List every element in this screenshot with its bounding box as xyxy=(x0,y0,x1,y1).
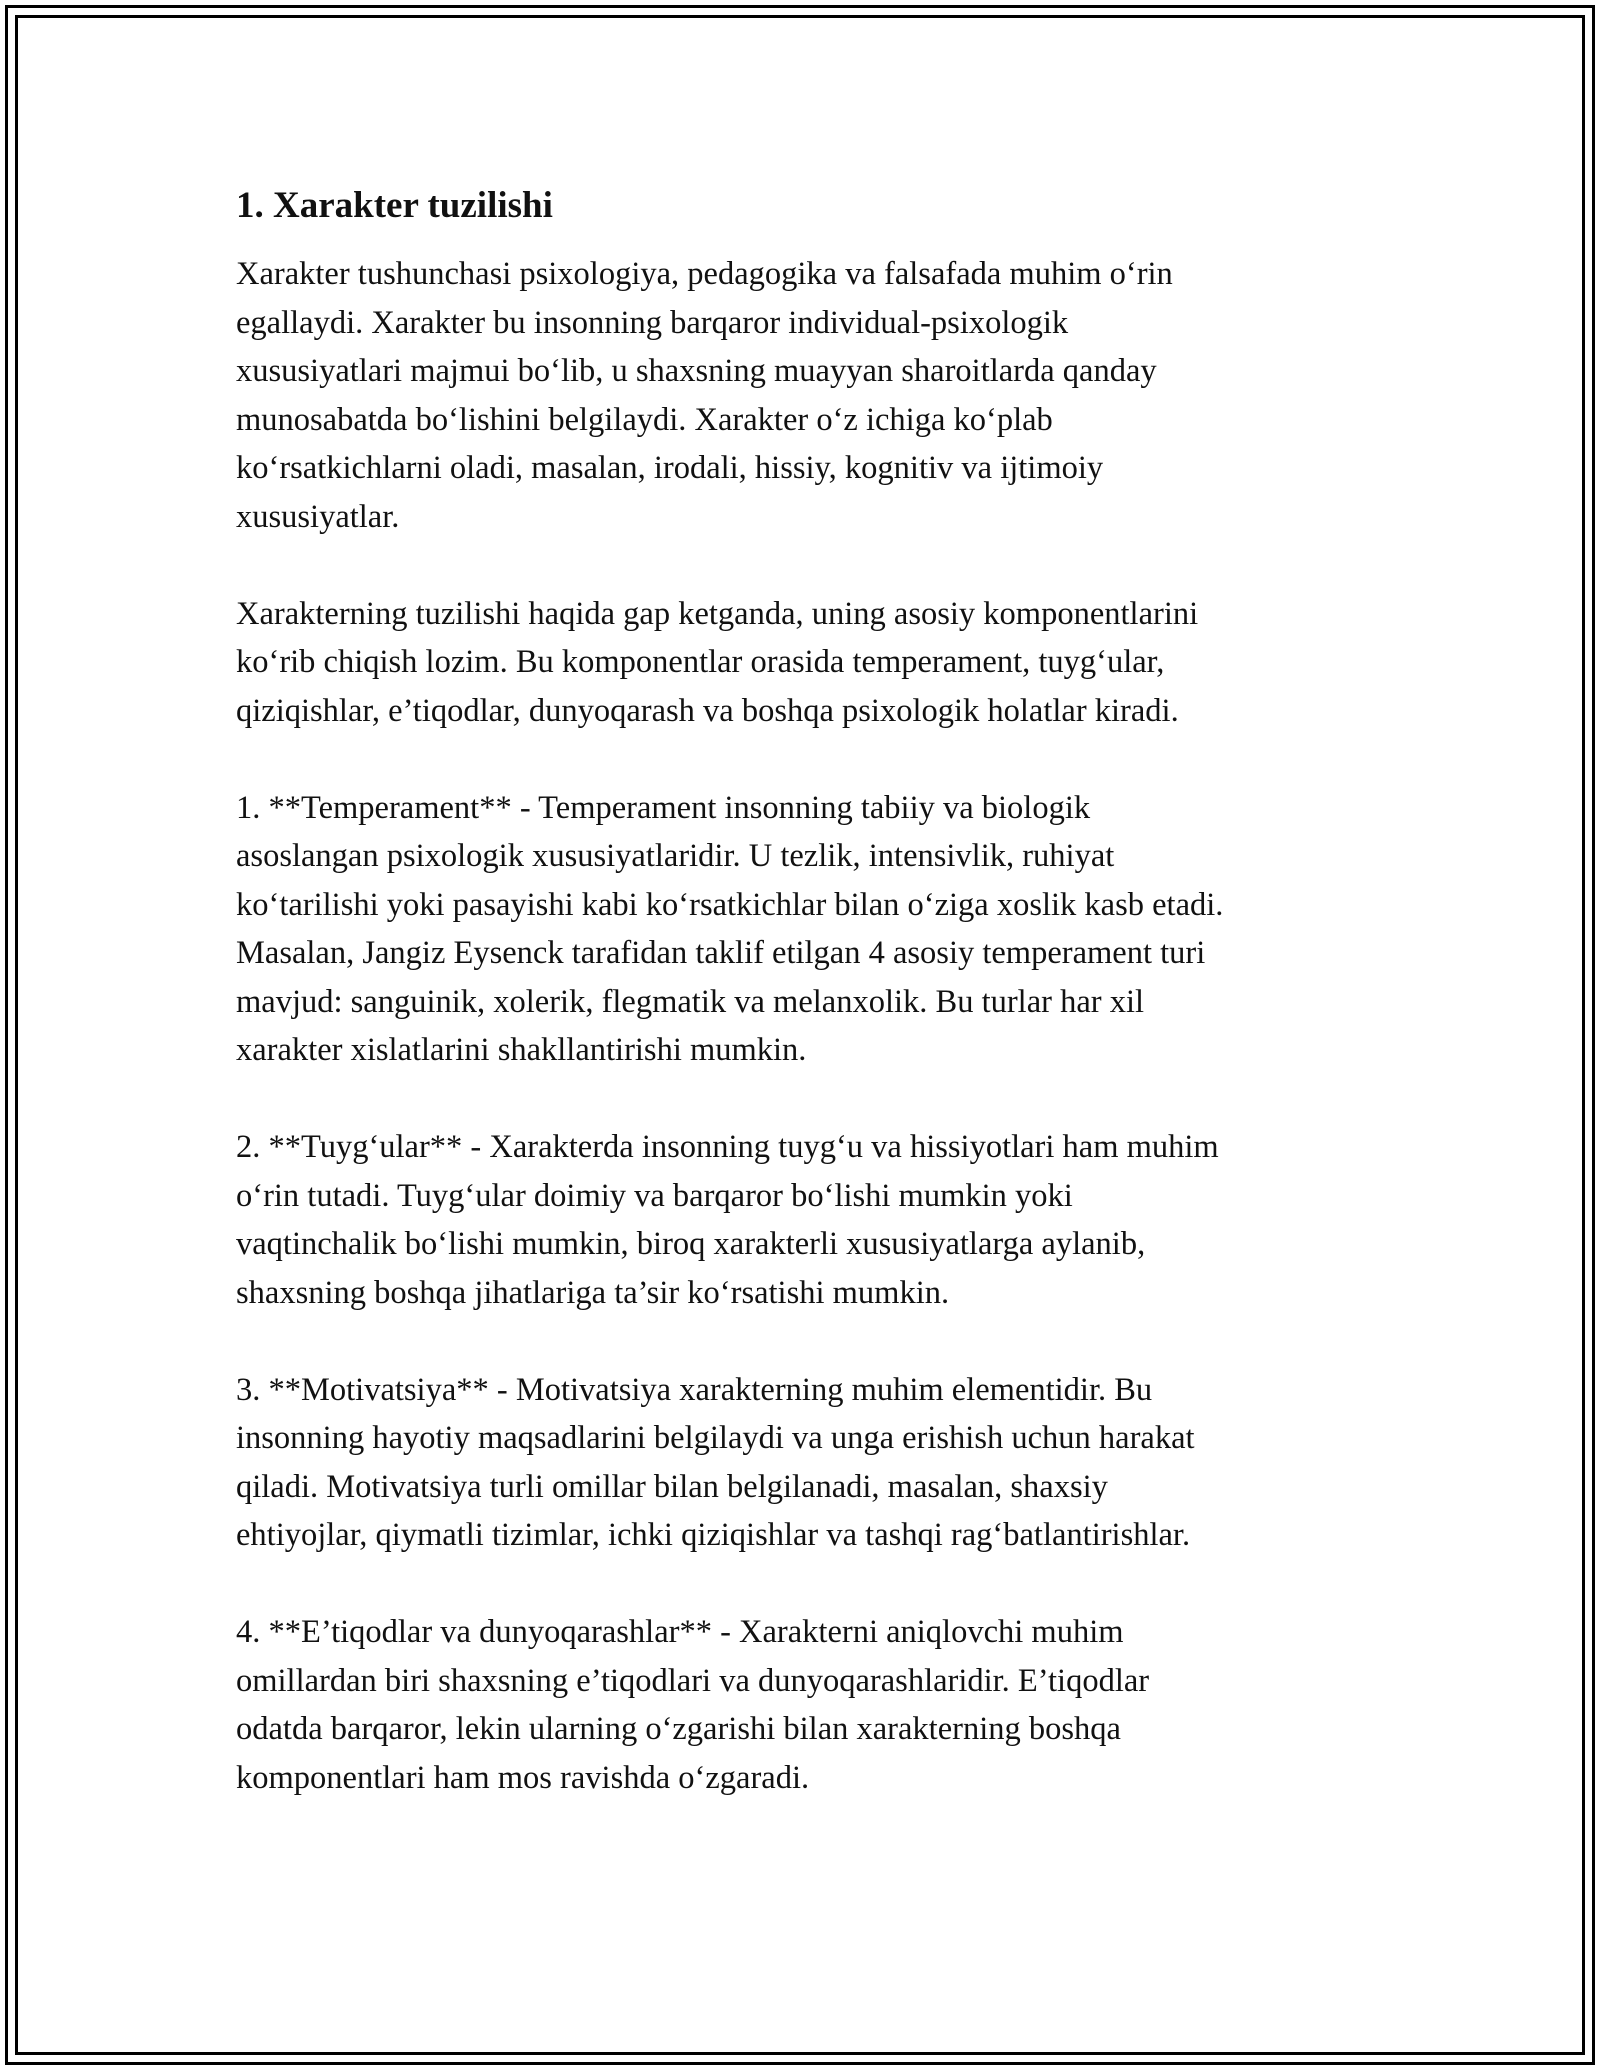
paragraph-feelings: 2. **Tuyg‘ular** - Xarakterda insonning tuyg‘u va hissiyotlari ham muhim o‘rin tutadi. Tuyg‘ular doimiy va barqaror bo‘lishi mumkin yoki vaqtinchalik bo‘lishi mumkin, biroq xarakterli xususiyatlarga aylanib, shaxsning boshqa jihatlariga ta’sir ko‘rsatishi mumkin. xyxy=(236,1129,1219,1311)
document-body xyxy=(236,182,1376,1851)
paragraph-structure: Xarakterning tuzilishi haqida gap ketganda, uning asosiy komponentlarini ko‘rib chiqish lozim. Bu komponentlar orasida temperament, tuyg‘ular, qiziqishlar, e’tiqodlar, dunyoqarash va boshqa psixologik holatlar kiradi. xyxy=(236,595,1199,729)
paragraph-motivation: 3. **Motivatsiya** - Motivatsiya xarakterning muhim elementidir. Bu insonning hayotiy maqsadlarini belgilaydi va unga erishish uchun harakat qiladi. Motivatsiya turli omillar bilan belgilanadi, masalan, shaxsiy ehtiyojlar, qiymatli tizimlar, ichki qiziqishlar va tashqi rag‘batlantirishlar. xyxy=(236,1371,1195,1553)
section-heading: 1. Xarakter tuzilishi xyxy=(236,185,553,226)
paragraph-beliefs: 4. **E’tiqodlar va dunyoqarashlar** - Xarakterni aniqlovchi muhim omillardan biri shaxsning e’tiqodlari va dunyoqarashlaridir. E’tiqodlar odatda barqaror, lekin ularning o‘zgarishi bilan xarakterning boshqa komponentlari ham mos ravishda o‘zgaradi. xyxy=(236,1614,1150,1796)
paragraph-temperament: 1. **Temperament** - Temperament insonning tabiiy va biologik asoslangan psixologik xususiyatlaridir. U tezlik, intensivlik, ruhiyat ko‘tarilishi yoki pasayishi kabi ko‘rsatkichlar bilan o‘ziga xoslik kasb etadi. Masalan, Jangiz Eysenck tarafidan taklif etilgan 4 asosiy temperament turi mavjud: sanguinik, xolerik, flegmatik va melanxolik. Bu turlar har xil xarakter xislatlarini shakllantirishi mumkin. xyxy=(236,789,1224,1068)
paragraph-intro: Xarakter tushunchasi psixologiya, pedagogika va falsafada muhim o‘rin egallaydi. Xarakter bu insonning barqaror individual-psixologik xususiyatlari majmui bo‘lib, u shaxsning muayyan sharoitlarda qanday munosabatda bo‘lishini belgilaydi. Xarakter o‘z ichiga ko‘plab ko‘rsatkichlarni oladi, masalan, irodali, hissiy, kognitiv va ijtimoiy xususiyatlar. xyxy=(236,256,1173,535)
